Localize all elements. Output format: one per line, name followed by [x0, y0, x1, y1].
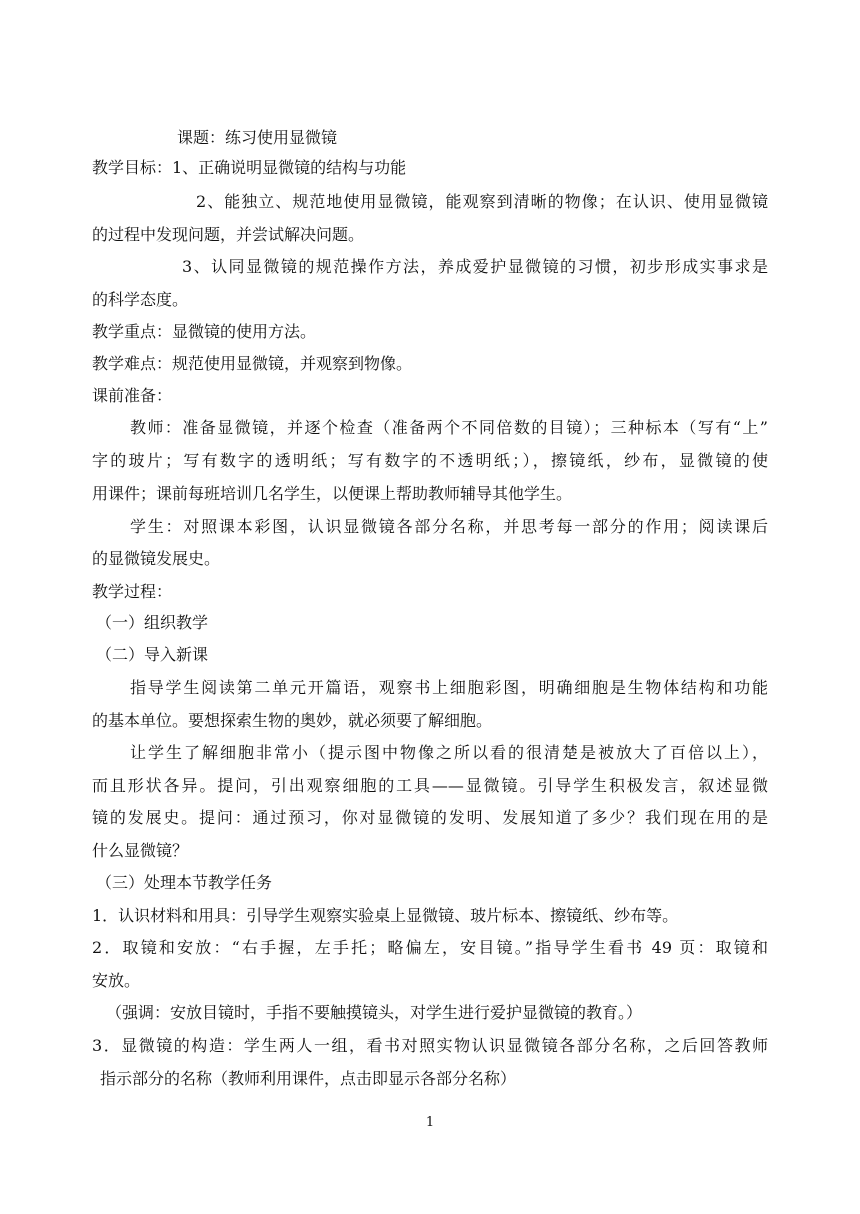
page-number: 1	[425, 1115, 435, 1130]
intro-p2-line2: 而且形状各异。提问，引出观察细胞的工具——显微镜。引导学生积极发言，叙述显微	[92, 776, 768, 795]
task-1: 1．认识材料和用具：引导学生观察实验桌上显微镜、玻片标本、擦镜纸、纱布等。	[92, 906, 679, 925]
task-2-line1: 2．取镜和安放：“右手握，左手托；略偏左，安目镜。”指导学生看书 49 页：取镜和	[92, 938, 768, 957]
task-3-line2: 指示部分的名称（教师利用课件，点击即显示各部分名称）	[100, 1069, 517, 1088]
intro-p1-line1: 指导学生阅读第二单元开篇语，观察书上细胞彩图，明确细胞是生物体结构和功能	[130, 678, 768, 697]
intro-p2-line1: 让学生了解细胞非常小（提示图中物像之所以看的很清楚是被放大了百倍以上），	[130, 743, 768, 762]
preparation-student-line1: 学生：对照课本彩图，认识显微镜各部分名称，并思考每一部分的作用；阅读课后	[130, 517, 768, 536]
lesson-title: 课题：练习使用显微镜	[177, 128, 338, 147]
objective-2-line1: 2、能独立、规范地使用显微镜，能观察到清晰的物像；在认识、使用显微镜	[196, 192, 768, 211]
task-3-line1: 3．显微镜的构造：学生两人一组，看书对照实物认识显微镜各部分名称，之后回答教师	[92, 1036, 768, 1055]
objective-3-line2: 的科学态度。	[92, 290, 189, 309]
objective-3-line1: 3、认同显微镜的规范操作方法，养成爱护显微镜的习惯，初步形成实事求是	[182, 257, 768, 276]
preparation-teacher-line1: 教师：准备显微镜，并逐个检查（准备两个不同倍数的目镜）；三种标本（写有“上”	[130, 418, 768, 437]
intro-p1-line2: 的基本单位。要想探索生物的奥妙，就必须要了解细胞。	[92, 711, 493, 730]
intro-p2-line3: 镜的发展史。提问：通过预习，你对显微镜的发明、发展知道了多少？我们现在用的是	[92, 808, 768, 827]
key-point: 教学重点：显微镜的使用方法。	[92, 322, 317, 341]
process-section-2: （二）导入新课	[96, 645, 209, 664]
process-section-3: （三）处理本节教学任务	[96, 873, 273, 892]
preparation-student-line2: 的显微镜发展史。	[92, 549, 221, 568]
process-heading: 教学过程：	[92, 582, 173, 601]
process-section-1: （一）组织教学	[96, 613, 209, 632]
task-2-line2: 安放。	[92, 971, 141, 990]
objectives-label-line: 教学目标：1、正确说明显微镜的结构与功能	[92, 158, 407, 177]
preparation-heading: 课前准备：	[92, 386, 173, 405]
objective-2-line2: 的过程中发现问题，并尝试解决问题。	[92, 225, 365, 244]
preparation-teacher-line3: 用课件；课前每班培训几名学生，以便课上帮助教师辅导其他学生。	[92, 484, 573, 503]
preparation-teacher-line2: 字的玻片；写有数字的透明纸；写有数字的不透明纸；），擦镜纸，纱布，显微镜的使	[92, 451, 768, 470]
task-2-note: （强调：安放目镜时，手指不要触摸镜头，对学生进行爱护显微镜的教育。）	[106, 1003, 643, 1022]
difficulty: 教学难点：规范使用显微镜，并观察到物像。	[92, 354, 413, 373]
intro-p2-line4: 什么显微镜？	[92, 841, 189, 860]
